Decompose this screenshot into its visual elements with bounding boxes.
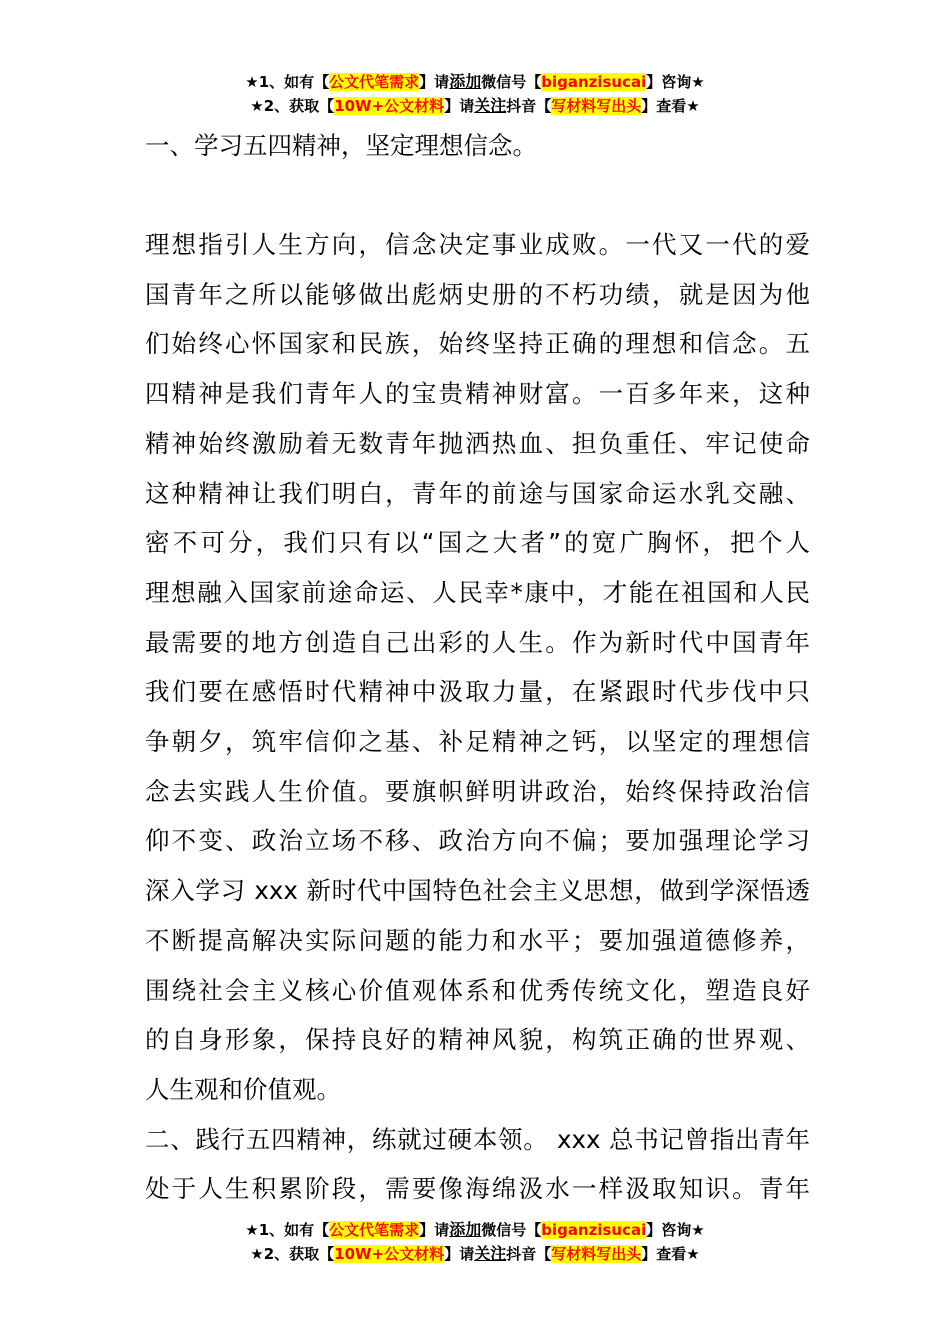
- paragraph-line: 理想指引人生方向，信念决定事业成败。一代又一代的爱: [145, 230, 810, 259]
- paragraph-line: 密不可分，我们只有以“国之大者”的宽广胸怀，把个人: [145, 528, 810, 558]
- section-heading-1: 一、学习五四精神，坚定理想信念。: [145, 131, 537, 160]
- paragraph-line: 的自身形象，保持良好的精神风貌，构筑正确的世界观、: [145, 1025, 810, 1055]
- highlight-text: biganzisucai: [541, 1221, 647, 1239]
- paragraph-line: 四精神是我们青年人的宝贵精神财富。一百多年来，这种: [145, 379, 810, 409]
- highlight-text: 写材料写出头: [551, 1245, 642, 1263]
- paragraph-line: 这种精神让我们明白，青年的前途与国家命运水乳交融、: [145, 478, 810, 508]
- paragraph-line: 深入学习 xxx 新时代中国特色社会主义思想，做到学深悟透: [145, 876, 810, 906]
- banner-text: 】请: [444, 1245, 475, 1263]
- footer-banner: [0, 1218, 950, 1266]
- paragraph-line: 们始终心怀国家和民族，始终坚持正确的理想和信念。五: [145, 329, 810, 359]
- banner-text: ★2、获取【: [250, 97, 335, 115]
- underlined-text: 添加: [449, 72, 482, 91]
- highlight-text: 10W+公文材料: [334, 1245, 445, 1263]
- underlined-text: 添加: [449, 1220, 482, 1239]
- header-banner: [0, 70, 950, 118]
- banner-text: 】咨询★: [646, 1221, 705, 1239]
- banner-text: ★2、获取【: [250, 1245, 335, 1263]
- banner-text: 微信号【: [481, 73, 542, 91]
- paragraph-line: 念去实践人生价值。要旗帜鲜明讲政治，始终保持政治信: [145, 776, 810, 806]
- banner-text: 微信号【: [481, 1221, 542, 1239]
- banner-text: 】查看★: [641, 1245, 700, 1263]
- paragraph-line: 我们要在感悟时代精神中汲取力量，在紧跟时代步伐中只: [145, 677, 810, 707]
- paragraph-line: 人生观和价值观。: [145, 1074, 341, 1104]
- banner-text: 】请: [419, 1221, 450, 1239]
- paragraph-line: 二、践行五四精神，练就过硬本领。 xxx 总书记曾指出青年: [145, 1124, 810, 1154]
- body-paragraph: [145, 220, 810, 1115]
- paragraph-line: 理想融入国家前途命运、人民幸*康中，才能在祖国和人民: [145, 577, 810, 607]
- section-heading-2: [145, 1115, 810, 1214]
- paragraph-line: 不断提高解决实际问题的能力和水平；要加强道德修养，: [145, 925, 810, 955]
- paragraph-line: 国青年之所以能够做出彪炳史册的不朽功绩，就是因为他: [145, 279, 810, 309]
- highlight-text: biganzisucai: [541, 73, 647, 91]
- document-body: [145, 122, 810, 1214]
- underlined-text: 关注: [474, 1244, 507, 1263]
- banner-line-2: [0, 1242, 950, 1266]
- highlight-text: 写材料写出头: [551, 97, 642, 115]
- banner-text: 抖音【: [506, 1245, 552, 1263]
- paragraph-line: 围绕社会主义核心价值观体系和优秀传统文化，塑造良好: [145, 975, 810, 1005]
- banner-line-1: [0, 1218, 950, 1242]
- highlight-text: 公文代笔需求: [329, 1221, 420, 1239]
- banner-line-2: [0, 94, 950, 118]
- banner-text: 】请: [419, 73, 450, 91]
- highlight-text: 公文代笔需求: [329, 73, 420, 91]
- highlight-text: 10W+公文材料: [334, 97, 445, 115]
- paragraph-line: 仰不变、政治立场不移、政治方向不偏；要加强理论学习: [145, 826, 810, 856]
- banner-text: 】咨询★: [646, 73, 705, 91]
- banner-text: 抖音【: [506, 97, 552, 115]
- paragraph-line: 最需要的地方创造自己出彩的人生。作为新时代中国青年: [145, 627, 810, 657]
- banner-line-1: [0, 70, 950, 94]
- paragraph-line: 争朝夕，筑牢信仰之基、补足精神之钙，以坚定的理想信: [145, 727, 810, 757]
- banner-text: ★1、如有【: [245, 1221, 330, 1239]
- paragraph-line: 精神始终激励着无数青年抛洒热血、担负重任、牢记使命: [145, 428, 810, 458]
- banner-text: 】请: [444, 97, 475, 115]
- banner-text: ★1、如有【: [245, 73, 330, 91]
- paragraph-line: 处于人生积累阶段，需要像海绵汲水一样汲取知识。青年: [145, 1174, 810, 1204]
- underlined-text: 关注: [474, 96, 507, 115]
- banner-text: 】查看★: [641, 97, 700, 115]
